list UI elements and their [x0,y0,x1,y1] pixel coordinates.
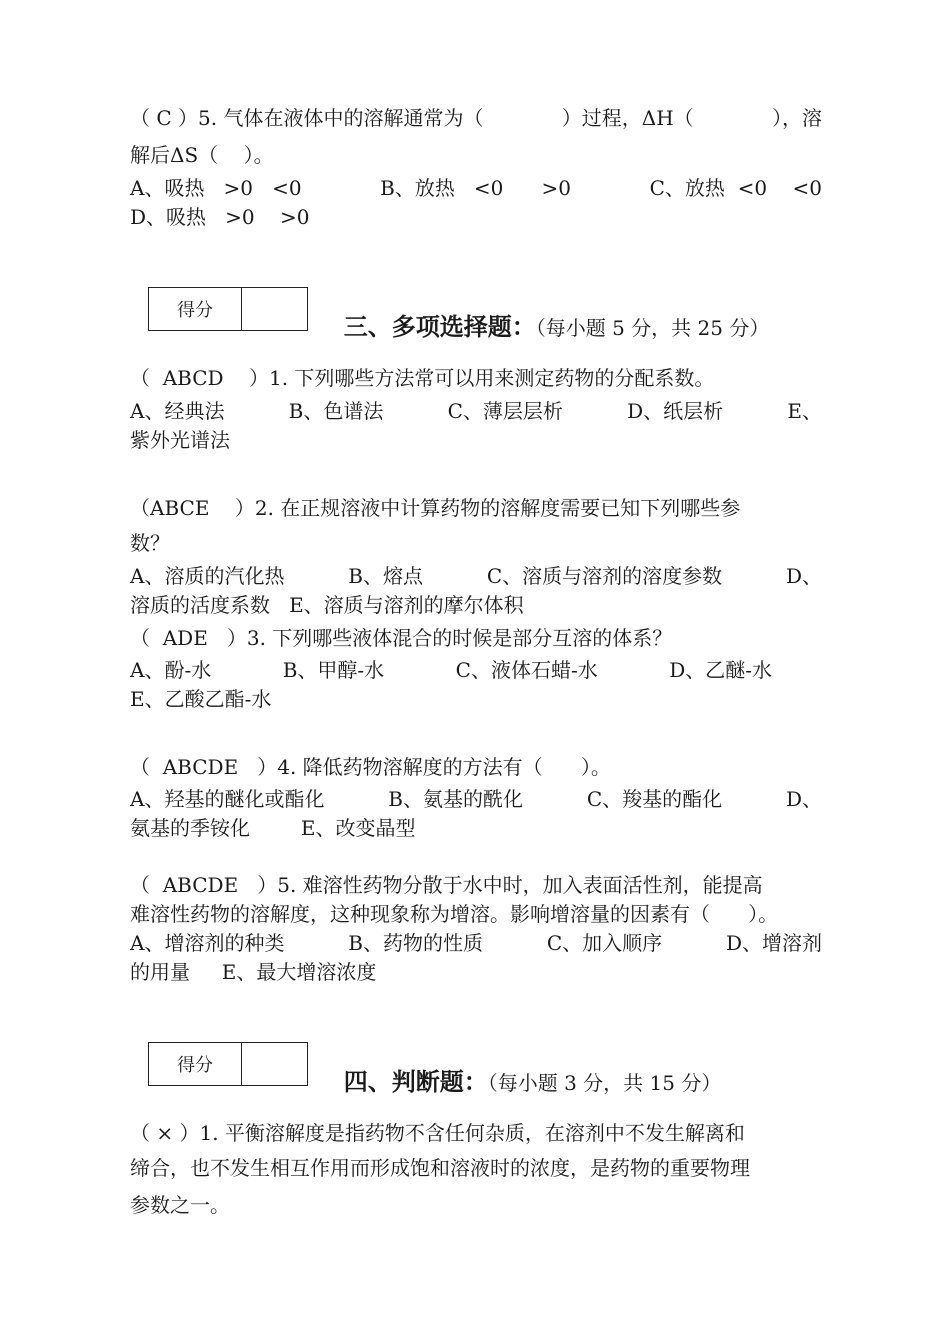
option: B、氨基的酰化 [388,787,523,811]
question-options-line1 [130,564,822,588]
option: B、熔点 [348,564,423,588]
question-prev5-stem-line2: 解后ΔS（ ）。 [130,143,274,167]
option: C、溶质与溶剂的溶度参数 [486,564,723,588]
question-stem: （ × ）1. 平衡溶解度是指药物不含任何杂质，在溶剂中不发生解离和 [130,1121,745,1145]
text-fragment: ）过程，ΔH（ [561,106,694,130]
question-stem-line2: 难溶性药物的溶解度，这种现象称为增溶。影响增溶量的因素有（ ）。 [130,902,779,926]
question-stem: （ ABCDE ）4. 降低药物溶解度的方法有（ ）。 [130,755,611,779]
question-stem: （ ABCD ）1. 下列哪些方法常可以用来测定药物的分配系数。 [130,366,715,390]
option: A、吸热 >0 <0 [130,176,302,200]
option: A、酚-水 [130,658,212,682]
option: A、经典法 [130,399,225,423]
question-options-line2: 紫外光谱法 [130,428,230,452]
question-stem: （ ADE ）3. 下列哪些液体混合的时候是部分互溶的体系？ [130,626,673,650]
option: A、溶质的汽化热 [130,564,285,588]
option: D、乙醚-水 [669,658,772,682]
question-prev5-options-line1 [130,176,822,200]
question-stem: （ ABCDE ）5. 难溶性药物分散于水中时，加入表面活性剂，能提高 [130,873,763,897]
section-note: （每小题 3 分，共 15 分） [487,1071,722,1095]
section-title [327,278,769,342]
option: B、药物的性质 [348,931,483,955]
question-options-line2: 溶质的活度系数 E、溶质与溶剂的摩尔体积 [130,593,524,617]
option: A、增溶剂的种类 [130,931,285,955]
question-prev5-stem-line1 [130,106,822,130]
score-box [148,287,308,331]
question-options-line1 [130,931,822,955]
question-stem-line2: 缔合，也不发生相互作用而形成饱和溶液时的浓度，是药物的重要物理 [130,1156,750,1180]
section-title-text: 四、判断题： [343,1067,488,1096]
option: B、色谱法 [288,399,384,423]
section-note: （每小题 5 分，共 25 分） [535,316,770,340]
score-value-cell [242,1043,307,1085]
section-title-text: 三、多项选择题： [343,312,536,341]
question-options-line1 [130,399,822,423]
score-label: 得分 [149,1043,242,1085]
question-stem-line3: 参数之一。 [130,1193,230,1217]
score-value-cell [242,288,307,330]
text-fragment: （ C ）5. 气体在液体中的溶解通常为（ [130,106,484,130]
question-options-line1 [130,658,772,682]
option: C、加入顺序 [546,931,663,955]
section-title [327,1033,721,1097]
option: E、 [787,399,822,423]
question-options-line2: 的用量 E、最大增溶浓度 [130,960,377,984]
option: D、增溶剂 [725,931,822,955]
score-label: 得分 [149,288,242,330]
option: C、放热 <0 <0 [649,176,822,200]
score-box [148,1042,308,1086]
question-options-line2: 氨基的季铵化 E、改变晶型 [130,816,416,840]
option: C、液体石蜡-水 [455,658,598,682]
option: D、纸层析 [627,399,724,423]
text-fragment: ），溶 [771,106,822,130]
option: B、放热 <0 >0 [380,176,572,200]
question-stem-line2: 数？ [130,531,170,555]
option: D、 [785,787,822,811]
question-prev5-options-line2: D、吸热 >0 >0 [130,205,310,229]
option: C、羧基的酯化 [586,787,723,811]
option: A、羟基的醚化或酯化 [130,787,325,811]
question-options-line2: E、乙酸乙酯-水 [130,687,272,711]
question-stem: （ABCE ）2. 在正规溶液中计算药物的溶解度需要已知下列哪些参 [130,496,741,520]
option: C、薄层层析 [447,399,563,423]
option: D、 [785,564,822,588]
question-options-line1 [130,787,822,811]
option: B、甲醇-水 [282,658,385,682]
